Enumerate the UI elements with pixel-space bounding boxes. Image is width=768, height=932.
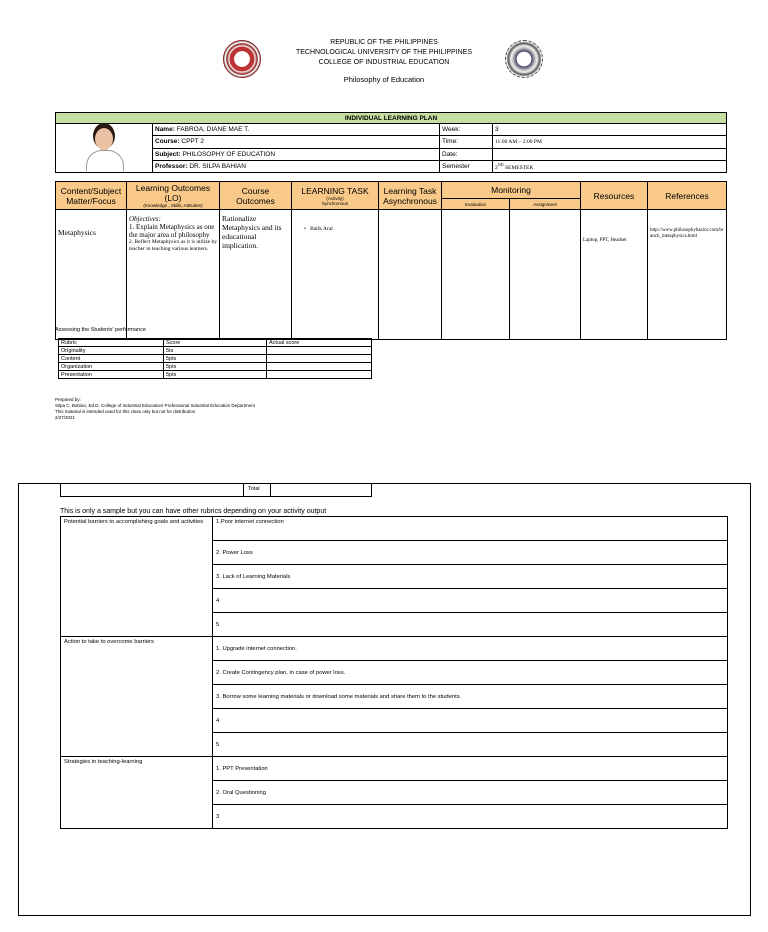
week-value: 3 bbox=[493, 124, 727, 136]
subject-value: PHILOSOPHY OF EDUCATION bbox=[182, 150, 276, 158]
strategies-label: Strategies in teaching-learning bbox=[61, 757, 213, 829]
semester-label: Semester bbox=[440, 160, 493, 172]
name-cell: Name: FABROA, DIANE MAE T. bbox=[153, 124, 440, 136]
table-row: Presentation 5pts bbox=[59, 371, 372, 379]
document-header bbox=[0, 38, 768, 85]
resources-text: Laptop, PPT, Headset bbox=[581, 210, 648, 340]
header-line-1: REPUBLIC OF THE PHILIPPINES bbox=[330, 39, 438, 46]
table-row: 5 bbox=[61, 613, 728, 637]
score-header: Score bbox=[164, 339, 267, 347]
table-row: Potential barriers to accomplishing goals and activities 1.Poor internet connection bbox=[61, 517, 728, 541]
barriers-table bbox=[60, 516, 728, 829]
table-row: 5 bbox=[61, 733, 728, 757]
assessment-title: Assessing the Students' performance bbox=[55, 327, 146, 333]
evaluation-cell bbox=[442, 210, 510, 340]
time-value: 11:00 AM – 2:00 PM bbox=[493, 136, 727, 148]
learning-plan-table bbox=[55, 181, 727, 340]
col-course-outcomes: Course Outcomes bbox=[220, 182, 292, 210]
course-value: CPPT 2 bbox=[181, 138, 205, 146]
table-row: 3 bbox=[61, 805, 728, 829]
col-assignment: Assignment bbox=[510, 199, 581, 210]
col-monitoring: Monitoring bbox=[442, 182, 581, 199]
col-learning-task: LEARNING TASK (Activity) Synchronous bbox=[292, 182, 379, 210]
table-row: 3. Borrow some learning materials or download some materials and share them to the students. bbox=[61, 685, 728, 709]
header-line-2: TECHNOLOGICAL UNIVERSITY OF THE PHILIPPINES bbox=[295, 49, 473, 56]
table-row: Action to take to overcome barriers 1. Upgrade internet connection. bbox=[61, 637, 728, 661]
table-row: 2. Create Contingency plan, in case of power loss. bbox=[61, 661, 728, 685]
course-cell: Course: CPPT 2 bbox=[153, 136, 440, 148]
assignment-cell bbox=[510, 210, 581, 340]
rubric-table bbox=[58, 338, 372, 379]
rubric-header: Rubric bbox=[59, 339, 164, 347]
col-references: References bbox=[648, 182, 727, 210]
subject-cell: Subject: PHILOSOPHY OF EDUCATION bbox=[153, 148, 440, 160]
col-resources: Resources bbox=[581, 182, 648, 210]
actual-score-header: Actual score bbox=[267, 339, 372, 347]
table-row: Originality 5ts bbox=[59, 347, 372, 355]
date-label: Date: bbox=[440, 148, 493, 160]
plan-banner: INDIVIDUAL LEARNING PLAN bbox=[56, 113, 727, 124]
professor-value: DR. SILPA BAHIAN bbox=[189, 162, 246, 170]
student-photo bbox=[56, 124, 153, 173]
rubric-total-row bbox=[60, 484, 372, 497]
plan-info-table bbox=[55, 112, 727, 173]
time-label: Time: bbox=[440, 136, 493, 148]
table-row: 2. Oral Questioning bbox=[61, 781, 728, 805]
table-row: 4 bbox=[61, 589, 728, 613]
name-value: FABROA, DIANE MAE T. bbox=[176, 126, 250, 134]
references-link[interactable]: http://www.philosophybasics.com/branch_metaphysics.html bbox=[648, 210, 727, 340]
rubric-note: This is only a sample but you can have other rubrics depending on your activity output bbox=[60, 508, 327, 515]
professor-cell: Professor: DR. SILPA BAHIAN bbox=[153, 160, 440, 172]
content-topic: Metaphysics bbox=[56, 210, 127, 340]
table-row: Strategies in teaching-learning 1. PPT Presentation bbox=[61, 757, 728, 781]
table-row: 3. Lack of Learning Materials bbox=[61, 565, 728, 589]
total-label: Total bbox=[248, 486, 260, 492]
header-line-3: COLLEGE OF INDUSTRIAL EDUCATION bbox=[318, 59, 450, 66]
table-row: 4 bbox=[61, 709, 728, 733]
table-row: 2. Power Loss bbox=[61, 541, 728, 565]
actions-label: Action to take to overcome barriers bbox=[61, 637, 213, 757]
semester-value: 2ND SEMESTER bbox=[493, 160, 727, 172]
date-value bbox=[493, 148, 727, 160]
learning-objectives: Objectives: 1. Explain Metaphysics as one the major area of philosophy 2. Reflect Metaphysics as it is utilize by teacher in teaching various learners. bbox=[127, 210, 220, 340]
course-outcome-text: Rationalize Metaphysics and its educational implication. bbox=[220, 210, 292, 340]
document-title: Philosophy of Education bbox=[343, 75, 425, 84]
week-label: Week: bbox=[440, 124, 493, 136]
table-row: Content 5pts bbox=[59, 355, 372, 363]
async-cell bbox=[379, 210, 442, 340]
col-content: Content/Subject Matter/Focus bbox=[56, 182, 127, 210]
document-page-2 bbox=[18, 483, 751, 916]
col-async: Learning Task Asynchronous bbox=[379, 182, 442, 210]
barriers-label: Potential barriers to accomplishing goals and activities bbox=[61, 517, 213, 637]
prepared-by-block: Prepared by: Silpa C. Bahian, Ed.D. College of Industrial Education/ Professional Industrial Education Department This material is intended used for this class only but not for distribution 2/27/2021 bbox=[55, 397, 255, 420]
avatar bbox=[84, 124, 124, 172]
col-evaluation: Evaluation bbox=[442, 199, 510, 210]
table-row: Organization 5pts bbox=[59, 363, 372, 371]
col-learning-outcomes: Learning Outcomes (LO) (Knowledge , Skills, Attitudes) bbox=[127, 182, 220, 210]
task-item: • Balik Aral bbox=[292, 210, 379, 340]
document-page-1 bbox=[0, 0, 768, 440]
